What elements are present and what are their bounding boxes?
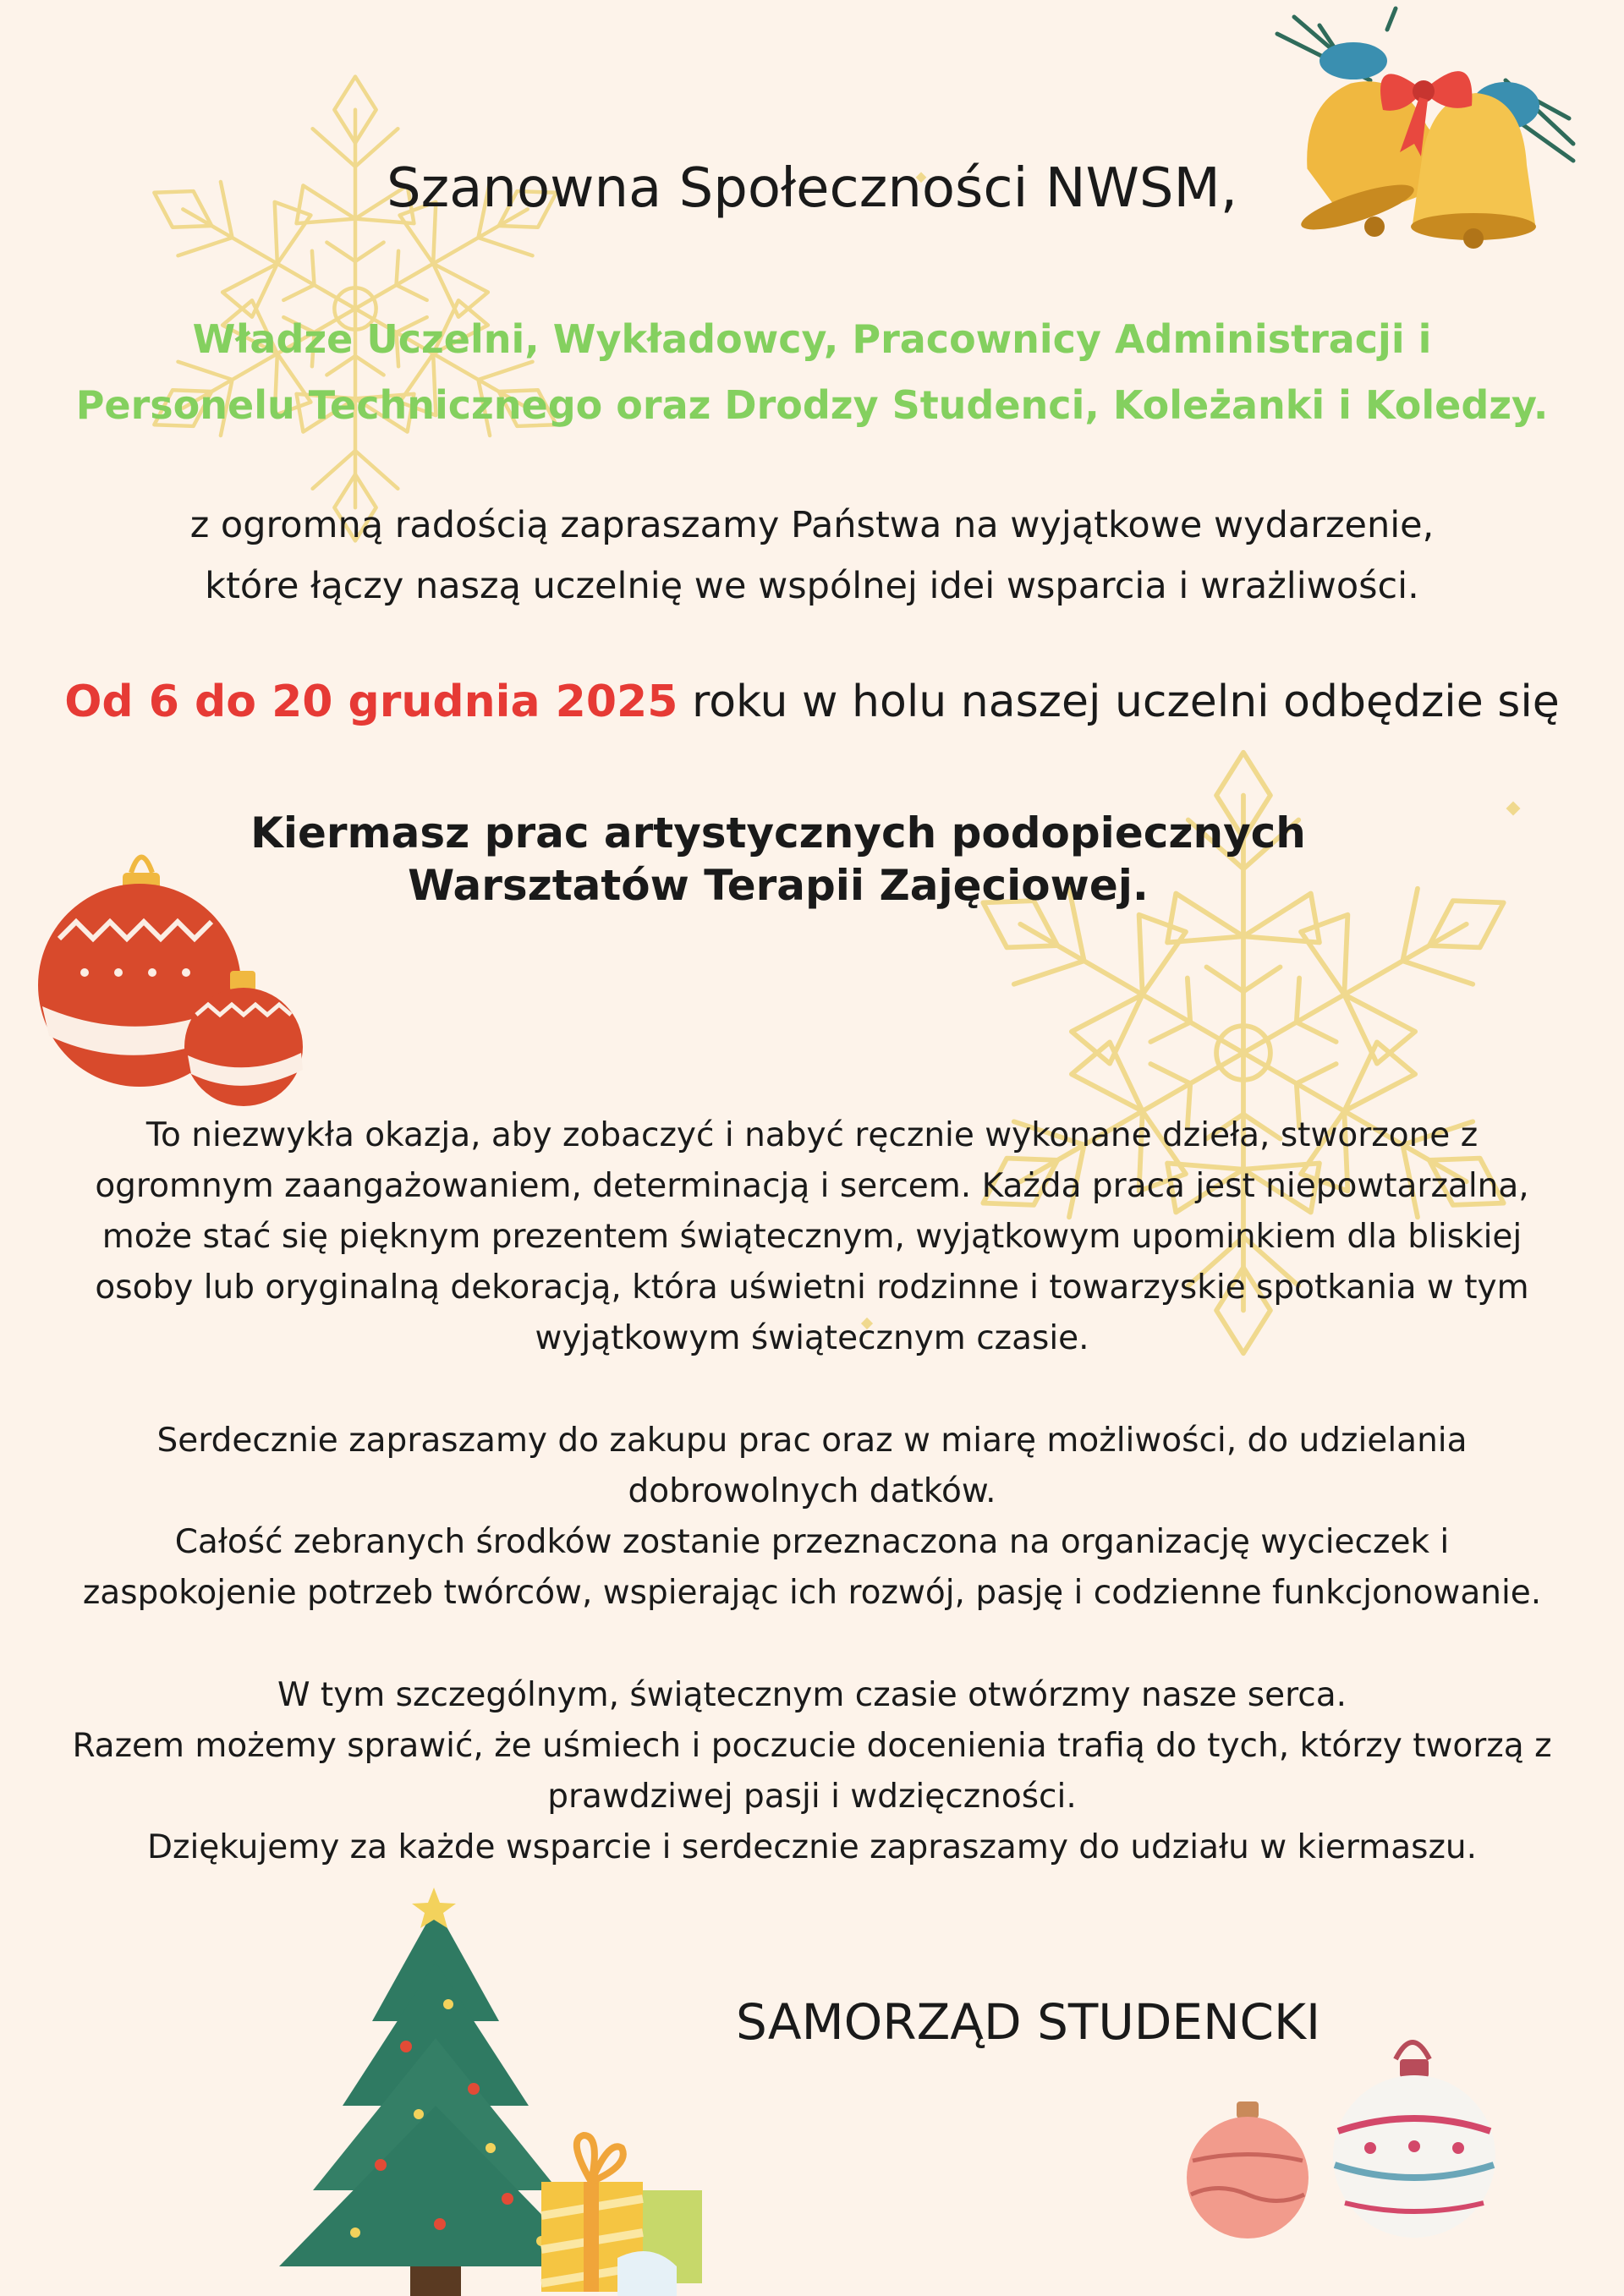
event-name-line: Warsztatów Terapii Zajęciowej. <box>408 861 1149 910</box>
body-line: W tym szczególnym, świątecznym czasie otwórzmy nasze serca. <box>277 1676 1347 1714</box>
invite-line: z ogromną radością zapraszamy Państwa na wyjątkowe wydarzenie, <box>189 504 1435 546</box>
body-line: Całość zebranych środków zostanie przeznaczona na organizację wycieczek i <box>174 1523 1450 1561</box>
date-line-rest: roku w holu naszej uczelni odbędzie się <box>678 677 1560 727</box>
date-line <box>0 677 1624 727</box>
body-paragraph <box>0 1670 1624 1873</box>
body-line: Razem możemy sprawić, że uśmiech i poczucie docenienia trafią do tych, którzy tworzą z <box>72 1727 1552 1765</box>
body-line: To niezwykła okazja, aby zobaczyć i nabyć ręcznie wykonane dzieła, stworzone z <box>145 1116 1479 1154</box>
body-line: wyjątkowym świątecznym czasie. <box>535 1319 1089 1357</box>
body-paragraph <box>0 1416 1624 1619</box>
body-line: osoby lub oryginalną dekoracją, która uświetni rodzinne i towarzyskie spotkania w tym <box>95 1269 1529 1307</box>
invite-text <box>0 495 1624 616</box>
body-line: prawdziwej pasji i wdzięczności. <box>547 1778 1077 1816</box>
invite-line: które łączy naszą uczelnię we wspólnej idei wsparcia i wrażliwości. <box>205 565 1419 607</box>
body-line: ogromnym zaangażowaniem, determinacją i sercem. Każda praca jest niepowtarzalna, <box>95 1167 1529 1205</box>
body-line: Serdecznie zapraszamy do zakupu prac oraz w miarę możliwości, do udzielania <box>156 1422 1468 1460</box>
body-line: zaspokojenie potrzeb twórców, wspierając ich rozwój, pasję i codzienne funkcjonowanie. <box>82 1574 1542 1612</box>
addressees <box>0 306 1624 438</box>
addressees-line: Władze Uczelni, Wykładowcy, Pracownicy Administracji i <box>192 316 1432 362</box>
bauble-icon <box>1333 2042 1495 2238</box>
body-paragraph <box>0 1110 1624 1364</box>
greeting-heading: Szanowna Społeczności NWSM, <box>386 157 1238 220</box>
event-name-line: Kiermasz prac artystycznych podopiecznych <box>250 808 1306 858</box>
body-line: Dziękujemy za każde wsparcie i serdecznie zapraszamy do udziału w kiermaszu. <box>146 1828 1478 1866</box>
event-date: Od 6 do 20 grudnia 2025 <box>64 677 678 727</box>
body-line: może stać się pięknym prezentem świątecznym, wyjątkowym upominkiem dla bliskiej <box>102 1218 1522 1256</box>
body-line: dobrowolnych datków. <box>628 1472 996 1510</box>
addressees-line: Personelu Technicznego oraz Drodzy Studenci, Koleżanki i Koledzy. <box>75 382 1549 428</box>
event-name <box>0 807 1624 912</box>
gift-icon <box>541 2135 702 2296</box>
signature: SAMORZĄD STUDENCKI <box>736 1993 1321 2051</box>
bauble-icon <box>1187 2101 1309 2238</box>
